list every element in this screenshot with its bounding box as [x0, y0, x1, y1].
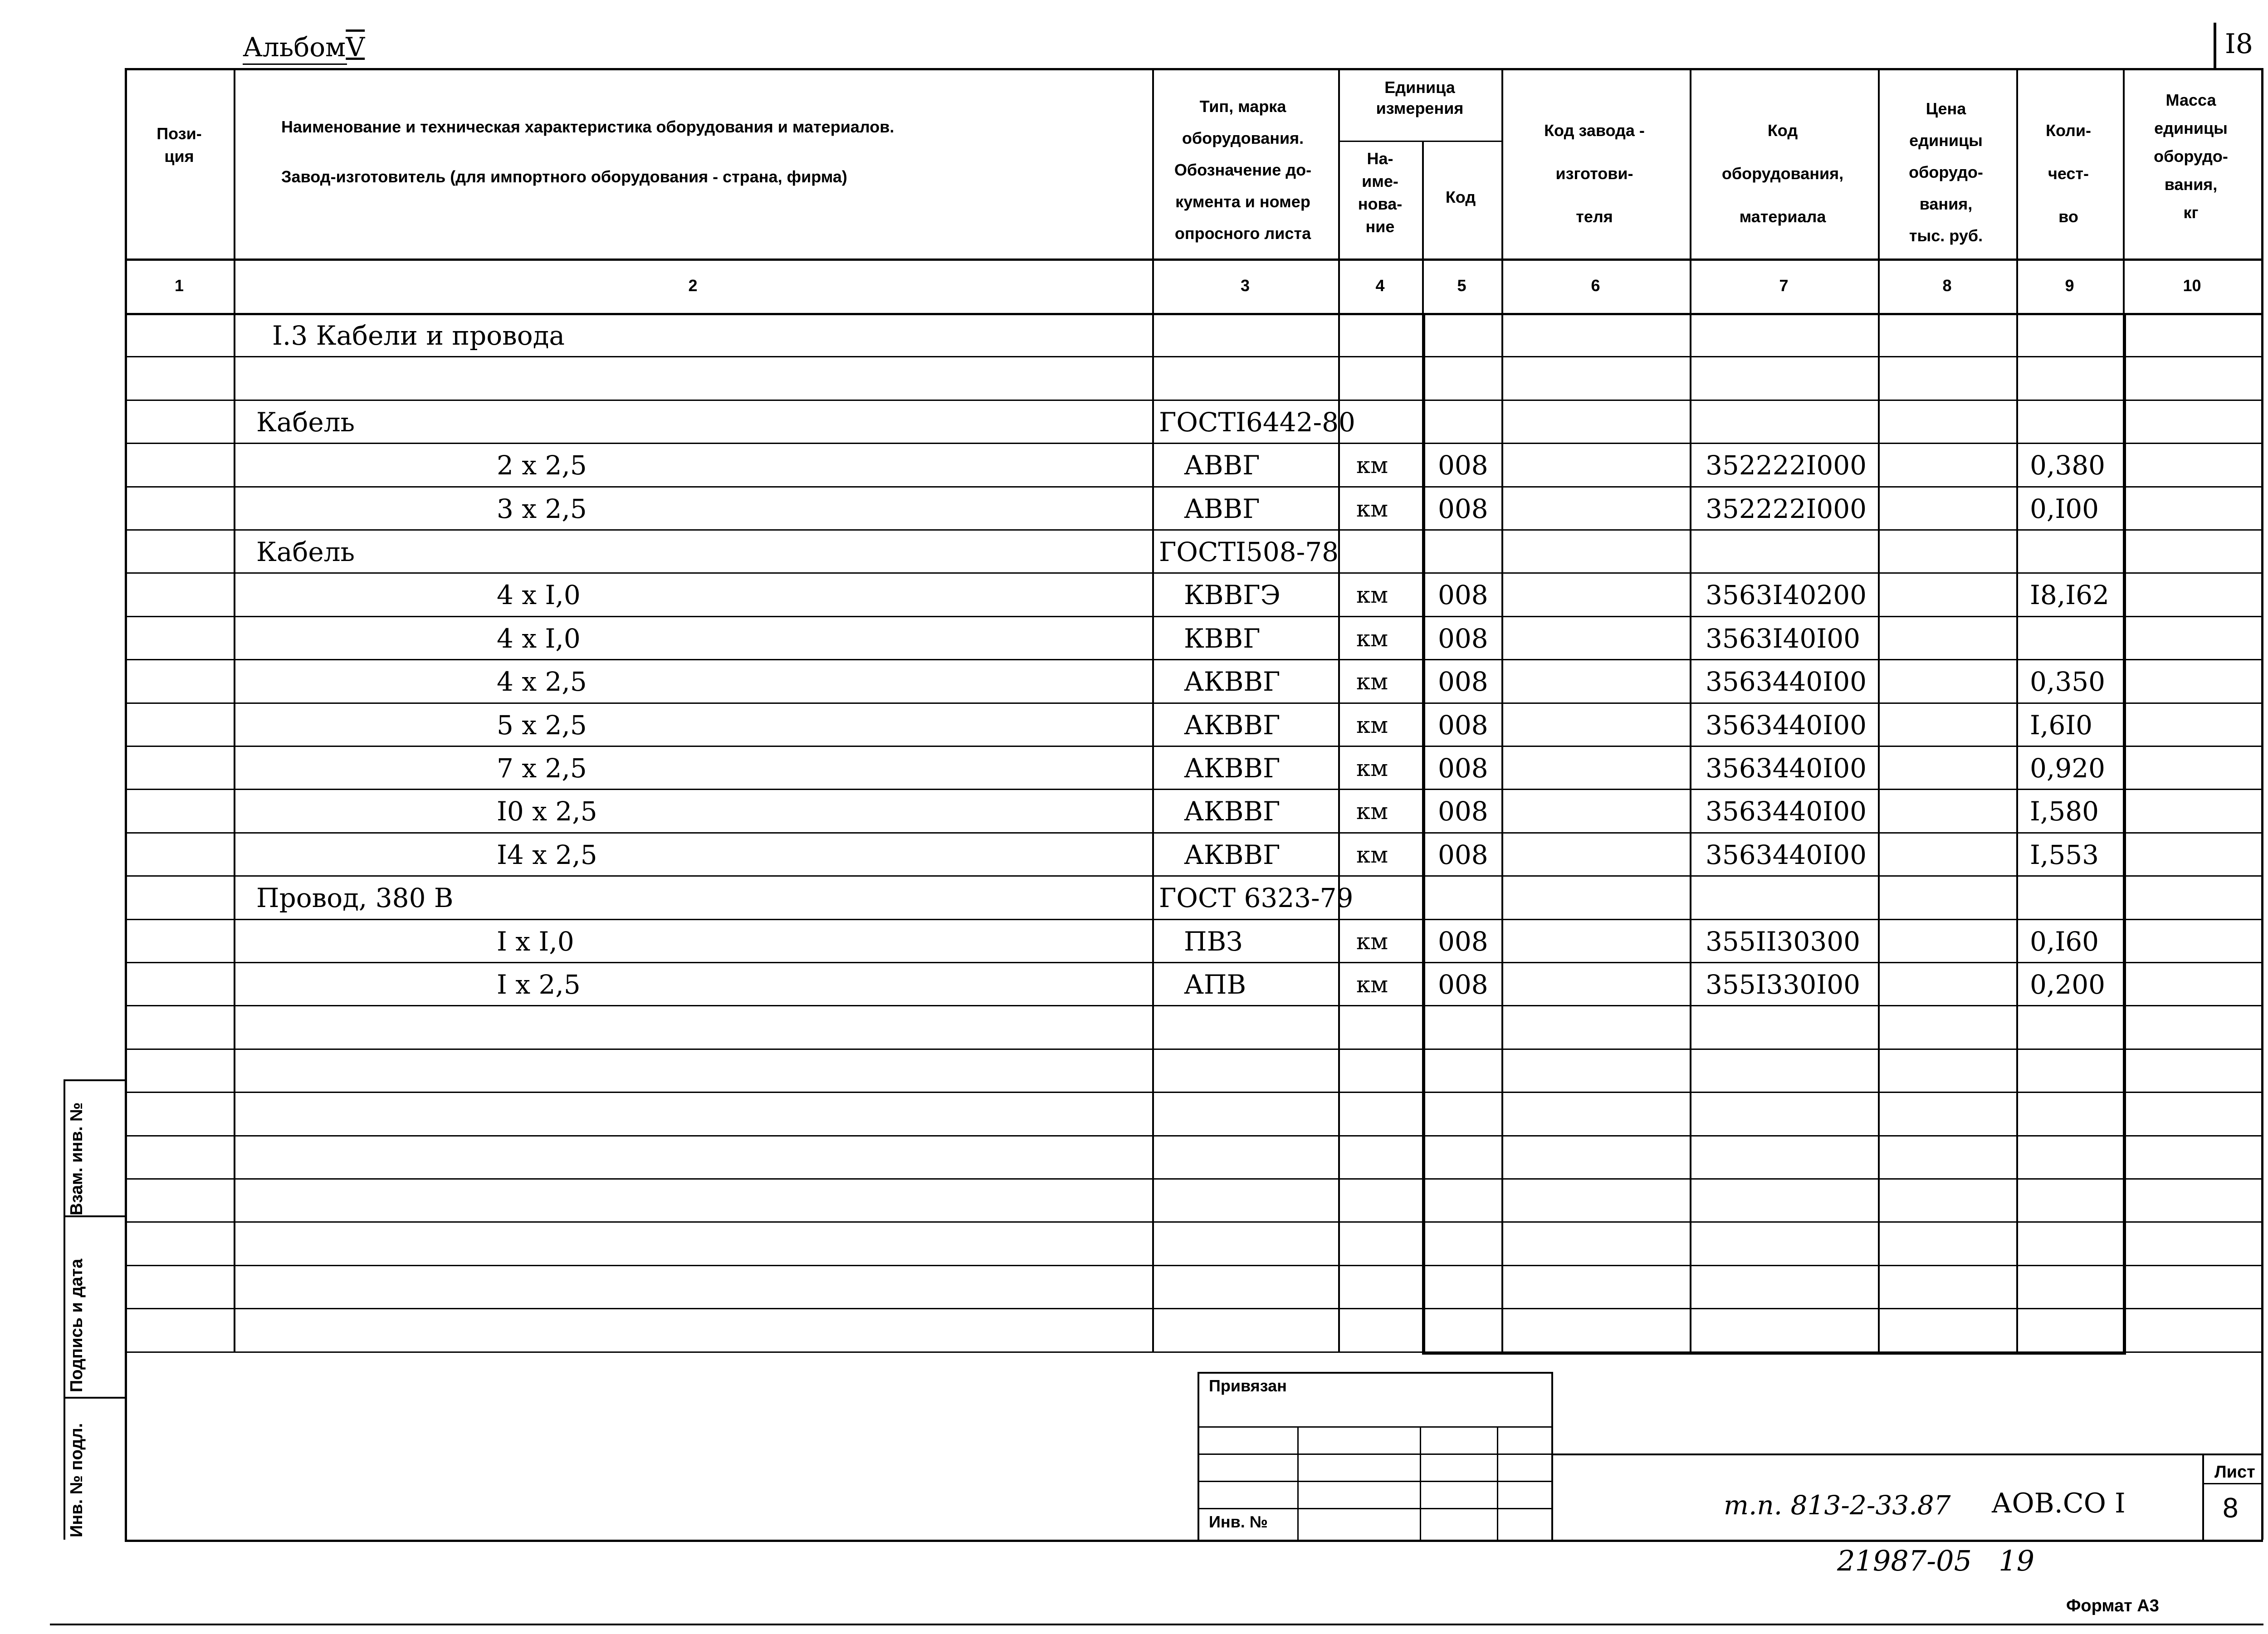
item-equipment-code: 352222I000 [1706, 493, 1867, 524]
item-unit-code: 008 [1438, 926, 1488, 957]
stamp-row [1198, 1426, 1551, 1428]
row-divider [125, 789, 2261, 790]
header-name-line2: Завод-изготовитель (для импортного оборудования - страна, фирма) [281, 167, 847, 186]
header-bottom-line [125, 259, 2261, 261]
item-type: АПВ [1184, 969, 1246, 1000]
item-equipment-code: 3563440I00 [1706, 753, 1867, 784]
row-divider [125, 1308, 2261, 1309]
item-type: ГОСТI508-78 [1159, 537, 1339, 567]
sheet-number: 8 [2223, 1493, 2239, 1524]
row-divider [125, 875, 2261, 877]
page-bottom-line [50, 1624, 2263, 1625]
item-unit-code: 008 [1438, 580, 1488, 611]
header-type: Тип, марка оборудования. Обозначение до- кумента и номер опросного листа [1174, 97, 1312, 243]
stamp-row [1198, 1454, 1551, 1455]
item-type: АКВВГ [1184, 666, 1281, 697]
row-divider [125, 1092, 2261, 1093]
stamp-inv-no: Инв. № [1209, 1512, 1268, 1531]
column-number: 5 [1457, 276, 1466, 295]
item-equipment-code: 3563440I00 [1706, 666, 1867, 697]
item-unit-code: 008 [1438, 666, 1488, 697]
frame-top [125, 68, 2263, 70]
album-underline [243, 63, 347, 65]
item-name: I.3 Кабели и провода [272, 320, 565, 351]
item-unit-code: 008 [1438, 969, 1488, 1000]
item-name: 7 x 2,5 [497, 753, 587, 784]
item-equipment-code: 3563440I00 [1706, 839, 1867, 870]
item-name: 3 x 2,5 [497, 493, 587, 524]
item-equipment-code: 3563440I00 [1706, 709, 1867, 741]
side-strip-left [64, 1079, 65, 1540]
row-divider [125, 1221, 2261, 1223]
item-type: АКВВГ [1184, 753, 1281, 784]
column-divider [1338, 68, 1340, 1351]
column-number: 1 [174, 276, 184, 295]
column-divider [1152, 68, 1154, 1351]
format-label: Формат А3 [2066, 1596, 2159, 1615]
doc-code: АОВ.СО I [1991, 1488, 2126, 1519]
header-price: Цена единицы оборудо- вания, тыс. руб. [1909, 99, 1983, 245]
item-quantity: 0,I60 [2030, 926, 2099, 957]
sheet-box-left [2202, 1454, 2204, 1540]
page-number-divider [2214, 23, 2216, 68]
item-unit: км [1356, 928, 1388, 955]
item-unit-code: 008 [1438, 450, 1488, 481]
row-divider [125, 400, 2261, 401]
row-divider [125, 659, 2261, 660]
item-name: 4 x 2,5 [497, 666, 587, 697]
column-number: 6 [1591, 276, 1600, 295]
header-name-line1: Наименование и техническая характеристика оборудования и материалов. [281, 117, 894, 136]
item-unit: км [1356, 841, 1388, 868]
item-name: I x 2,5 [497, 969, 581, 1000]
stamp-right [1551, 1372, 1553, 1540]
item-type: АВВГ [1184, 493, 1260, 524]
item-name: Провод, 380 В [256, 883, 454, 914]
item-quantity: 0,I00 [2030, 493, 2099, 524]
stamp-col [1420, 1426, 1421, 1540]
item-unit-code: 008 [1438, 839, 1488, 870]
stamp-left [1198, 1372, 1199, 1540]
item-unit: км [1356, 582, 1388, 609]
item-unit: км [1356, 668, 1388, 695]
row-divider [125, 443, 2261, 444]
item-name: 4 x I,0 [497, 623, 581, 654]
bottom-handwritten-number: 21987-05 19 [1837, 1544, 2035, 1577]
header-unit-name: На- име- нова- ние [1358, 149, 1403, 236]
item-quantity: 0,200 [2030, 969, 2106, 1000]
stamp-row [1198, 1481, 1551, 1482]
side-label-vzam: Взам. инв. № [67, 1102, 86, 1215]
item-type: ГОСТ 6323-79 [1159, 883, 1354, 914]
side-strip-top [64, 1079, 125, 1081]
item-name: I0 x 2,5 [497, 796, 597, 827]
album-numeral: V [346, 32, 365, 63]
item-name: 2 x 2,5 [497, 450, 587, 481]
item-type: ПВЗ [1184, 926, 1243, 957]
doc-code-handwritten: т.п. 813-2-33.87 [1724, 1490, 1951, 1521]
stamp-col [1497, 1426, 1498, 1540]
row-divider [125, 616, 2261, 617]
item-equipment-code: 355I330I00 [1706, 969, 1861, 1000]
item-quantity: I,580 [2030, 796, 2099, 827]
unit-subheader-line [1338, 141, 1501, 142]
item-equipment-code: 3563I40I00 [1706, 623, 1861, 654]
item-equipment-code: 355II30300 [1706, 926, 1861, 957]
header-qty: Коли- чест- во [2045, 121, 2092, 226]
item-type: АВВГ [1184, 450, 1260, 481]
column-divider [234, 68, 235, 1351]
album-text: Альбом [243, 32, 346, 63]
item-quantity: I,6I0 [2030, 709, 2093, 741]
column-number: 7 [1779, 276, 1789, 295]
row-divider [125, 356, 2261, 357]
item-name: I4 x 2,5 [497, 839, 597, 870]
item-name: I x I,0 [497, 926, 574, 957]
side-strip-divider [64, 1397, 125, 1399]
album-label [243, 32, 365, 63]
item-type: АКВВГ [1184, 709, 1281, 741]
item-unit: км [1356, 755, 1388, 781]
item-unit-code: 008 [1438, 623, 1488, 654]
header-unit-code: Код [1445, 188, 1476, 206]
frame-bottom [125, 1540, 2263, 1542]
row-divider [125, 962, 2261, 963]
stamp-col [1297, 1426, 1299, 1540]
item-unit-code: 008 [1438, 709, 1488, 741]
header-factory: Код завода - изготови- теля [1544, 121, 1645, 226]
item-unit: км [1356, 798, 1388, 825]
item-unit: км [1356, 452, 1388, 479]
item-name: 5 x 2,5 [497, 709, 587, 741]
column-divider [1690, 68, 1691, 1351]
item-quantity: 0,380 [2030, 450, 2106, 481]
item-unit: км [1356, 495, 1388, 522]
row-divider [125, 529, 2261, 531]
frame-right [2261, 68, 2263, 1540]
item-type: КВВГЭ [1184, 580, 1281, 611]
side-label-inv: Инв. № подл. [67, 1423, 86, 1537]
item-name: Кабель [256, 537, 355, 567]
header-pos: Пози- ция [156, 124, 202, 166]
column-number: 10 [2183, 276, 2201, 295]
item-unit-code: 008 [1438, 796, 1488, 827]
item-type: ГОСТI6442-80 [1159, 406, 1355, 438]
item-quantity: 0,920 [2030, 753, 2106, 784]
item-type: АКВВГ [1184, 796, 1281, 827]
column-divider [1878, 68, 1880, 1351]
row-divider [125, 1135, 2261, 1136]
stamp-privyazan: Привязан [1209, 1376, 1287, 1395]
title-block-top [1551, 1454, 2261, 1455]
item-unit: км [1356, 712, 1388, 738]
column-number: 2 [688, 276, 698, 295]
column-number: 4 [1375, 276, 1385, 295]
column-number: 8 [1942, 276, 1952, 295]
side-strip-divider [64, 1215, 125, 1217]
column-number: 9 [2065, 276, 2074, 295]
item-type: КВВГ [1184, 623, 1261, 654]
sheet-label: Лист [2214, 1463, 2255, 1482]
stamp-top [1198, 1372, 1551, 1374]
row-divider [125, 486, 2261, 488]
column-number: 3 [1240, 276, 1250, 295]
item-type: АКВВГ [1184, 839, 1281, 870]
sheet-box-divider [2202, 1483, 2261, 1484]
item-equipment-code: 3563I40200 [1706, 580, 1867, 611]
row-divider [125, 572, 2261, 574]
item-quantity: 0,350 [2030, 666, 2106, 697]
row-divider [125, 1178, 2261, 1180]
stamp-row [1198, 1508, 1551, 1509]
item-quantity: I8,I62 [2030, 580, 2109, 611]
row-divider [125, 1351, 2261, 1353]
header-unit: Единица измерения [1376, 78, 1464, 117]
row-divider [125, 919, 2261, 920]
side-label-podpis: Подпись и дата [67, 1258, 86, 1392]
item-unit: км [1356, 971, 1388, 998]
item-equipment-code: 352222I000 [1706, 450, 1867, 481]
item-unit: км [1356, 625, 1388, 652]
number-row-bottom-line [125, 313, 2261, 315]
item-name: 4 x I,0 [497, 580, 581, 611]
row-divider [125, 1049, 2261, 1050]
row-divider [125, 1005, 2261, 1006]
column-divider [1501, 68, 1503, 1351]
item-quantity: I,553 [2030, 839, 2099, 870]
item-name: Кабель [256, 406, 355, 438]
column-divider [2016, 68, 2018, 1351]
row-divider [125, 702, 2261, 704]
item-equipment-code: 3563440I00 [1706, 796, 1867, 827]
header-equip-code: Код оборудования, материала [1721, 121, 1844, 226]
item-unit-code: 008 [1438, 753, 1488, 784]
row-divider [125, 1265, 2261, 1266]
row-divider [125, 832, 2261, 834]
page-number: I8 [2225, 28, 2253, 60]
row-divider [125, 746, 2261, 747]
header-mass: Масса единицы оборудо- вания, кг [2154, 91, 2228, 222]
item-unit-code: 008 [1438, 493, 1488, 524]
